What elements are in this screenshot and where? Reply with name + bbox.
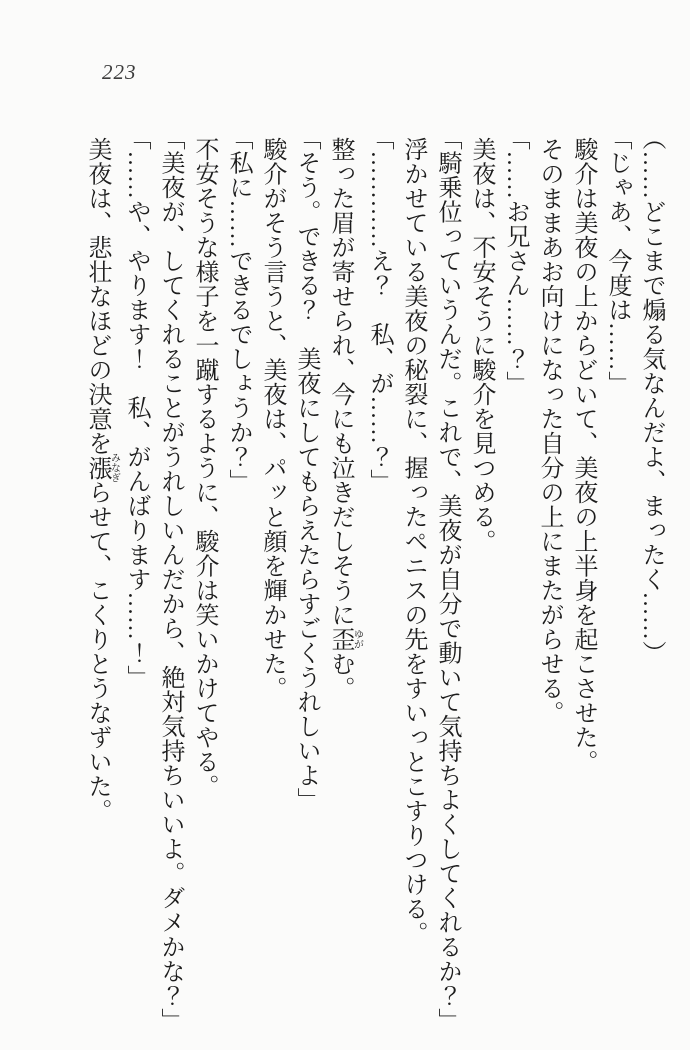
paragraph: 「…………え？ 私、が……？」 (366, 126, 392, 494)
paragraph: 駿介がそう言うと、美夜は、パッと顔を輝かせた。 (259, 137, 285, 701)
ruby-annotated-kanji: 歪ゆが (327, 627, 363, 652)
text-block (80, 126, 668, 1033)
paragraph: 「……や、やります！ 私、がんばります……！」 (123, 126, 149, 690)
paragraph: （……どこまで煽る気なんだよ、まったく……） (638, 126, 664, 665)
paragraph: 整った眉が寄せられ、今にも泣きだしそうに歪ゆがむ。 (327, 137, 363, 701)
paragraph: 「そう。できる？ 美夜にしてもらえたらすごくうれしいよ」 (293, 126, 319, 812)
paragraph: そのままあお向けになった自分の上にまたがらせる。 (536, 137, 562, 725)
paragraph: 駿介は美夜の上からどいて、美夜の上半身を起こさせた。 (570, 137, 596, 774)
paragraph: 「じゃあ、今度は……」 (604, 126, 630, 396)
paragraph: 「私に……できるでしょうか？」 (225, 126, 251, 494)
paragraph: 浮かせている美夜の秘裂に、握ったペニスの先をすいっとこすりつける。 (400, 137, 426, 946)
paragraph: 美夜は、不安そうに駿介を見つめる。 (468, 137, 494, 554)
paragraph: 「……お兄さん……？」 (502, 126, 528, 396)
paragraph: 「騎乗位っていうんだ。これで、美夜が自分で動いて気持ちよくしてくれるか？」 (434, 126, 460, 1033)
paragraph: 「美夜が、してくれることがうれしいんだから、絶対気持ちいいよ。ダメかな？」 (157, 126, 183, 1033)
paragraph: 美夜は、悲壮なほどの決意を漲みなぎらせて、こくりとうなずいた。 (84, 137, 120, 823)
ruby-annotated-kanji: 漲みなぎ (84, 452, 120, 483)
paragraph: 不安そうな様子を一蹴するように、駿介は笑いかけてやる。 (191, 137, 217, 799)
page-number: 223 (102, 60, 137, 84)
